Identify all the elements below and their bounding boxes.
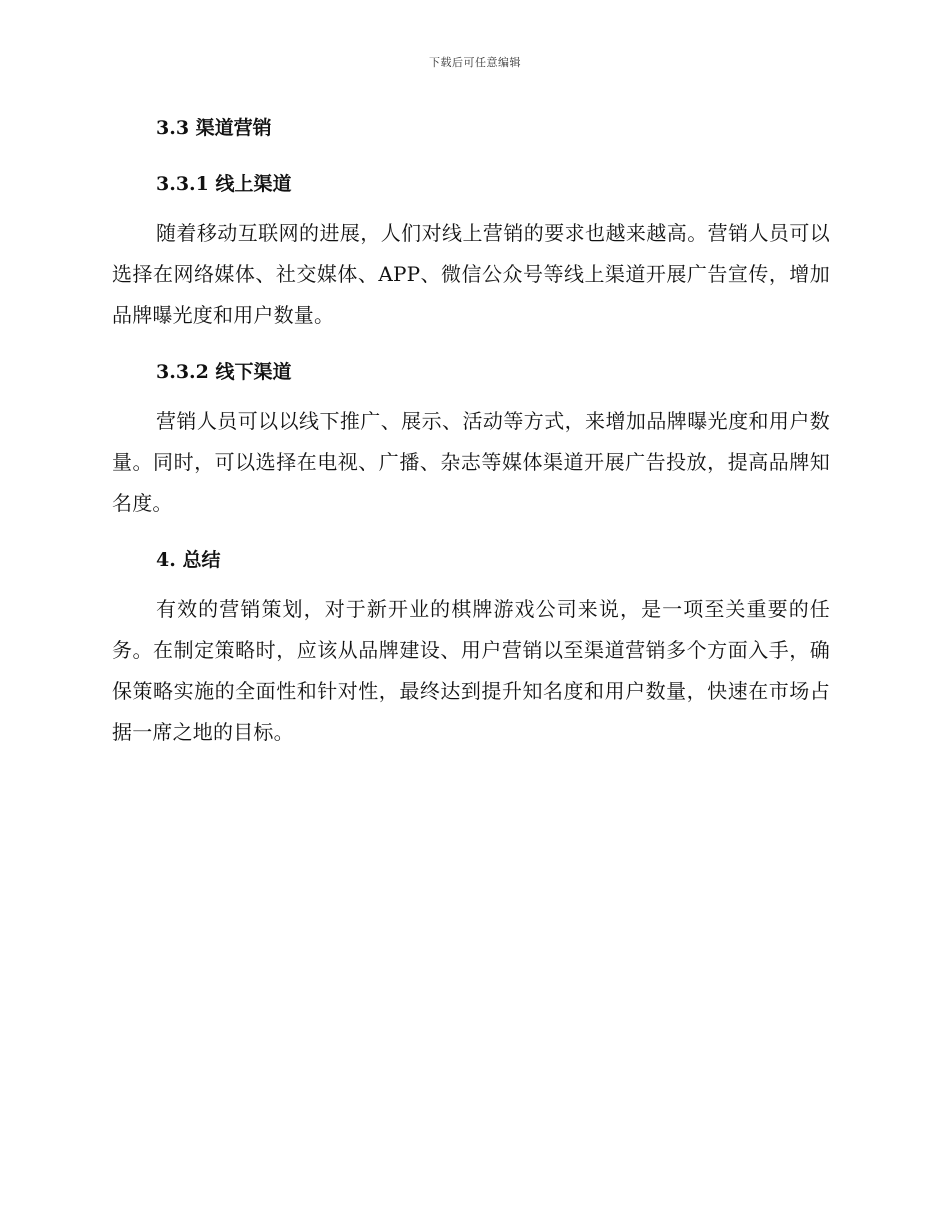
section-heading-3-3-1: 3.3.1 线上渠道 <box>156 173 292 195</box>
paragraph-summary: 有效的营销策划，对于新开业的棋牌游戏公司来说，是一项至关重要的任务。在制定策略时，应该从品牌建设、用户营销以至渠道营销多个方面入手，确保策略实施的全面性和针对性，最终达到提升知名度和用户数量，快速在市场占据一席之地的目标。 <box>112 597 830 744</box>
paragraph-online-channels: 随着移动互联网的进展，人们对线上营销的要求也越来越高。营销人员可以选择在网络媒体、社交媒体、APP、微信公众号等线上渠道开展广告宣传，增加品牌曝光度和用户数量。 <box>112 221 830 327</box>
section-heading-3-3: 3.3 渠道营销 <box>156 117 272 139</box>
page-header: 下载后可任意编辑 <box>429 56 521 69</box>
section-heading-3-3-2: 3.3.2 线下渠道 <box>156 361 292 383</box>
paragraph-offline-channels: 营销人员可以以线下推广、展示、活动等方式，来增加品牌曝光度和用户数量。同时，可以选择在电视、广播、杂志等媒体渠道开展广告投放，提高品牌知名度。 <box>112 409 830 515</box>
document-body <box>112 108 830 753</box>
section-heading-4: 4. 总结 <box>156 549 221 571</box>
